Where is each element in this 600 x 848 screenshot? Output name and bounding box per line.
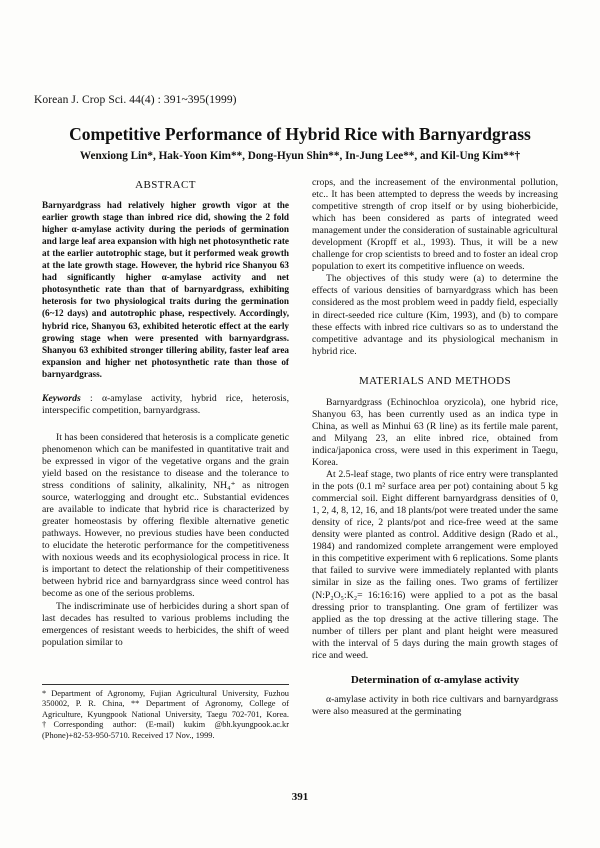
materials-paragraph: Barnyardgrass (Echinochloa oryzicola), one hybrid rice, Shanyou 63, has been currently used as an indica type in China, as well as Minhui 63 (R line) as its fertile male parent, and Milyang 23, an elite inbred rice, obtained from indica/japonica cross, were used in this experiment in Taegu, Korea. <box>312 396 558 468</box>
abstract-text: Barnyardgrass had relatively higher growth vigor at the earlier growth stage than inbred rice did, showing the 2 fold higher α-amylase activity during the periods of germination and large leaf area expansion with high net photosynthetic rate at the earlier autotrophic stage, but it performed weak growth at the late growth stage. However, the hybrid rice Shanyou 63 had significantly higher α-amylase activity and net photosynthetic rate than that of barnyardgrass, exhibiting heterosis for two physiological traits during the germination (6~12 days) and autotrophic phase, respectively. Accordingly, hybrid rice, Shanyou 63, exhibited heterotic effect at the early growing stage when were presented with barnyardgrass. Shanyou 63 exhibited stronger tillering ability, faster leaf area expansion and higher net photosynthetic rate than those of barnyardgrass. <box>42 200 289 379</box>
author-list: Wenxiong Lin*, Hak-Yoon Kim**, Dong-Hyun Shin**, In-Jung Lee**, and Kil-Ung Kim**† <box>79 150 521 162</box>
procedure-paragraph: At 2.5-leaf stage, two plants of rice entry were transplanted in the pots (0.1 m² surface area per pot) containing about 5 kg commercial soil. Eight different barnyardgrass densities of 0, 1, 2, 4, 8, 12, 16, and 18 plants/pot were treated under the same density of rice, 2 plants/pot and rice-free weed at the same density were planted as control. Additive design (Rado et al., 1984) and randomized complete arrangement were employed in this competitive experiment with 6 replications. Some plants that failed to survive were immediately replanted with plants similar in size as the failing ones. Two grams of fertilizer (N:P₂O₅:K₂= 16:16:16) were applied to a pot as the basal dressing prior to transplanting. One gram of fertilizer was applied as the top dressing at the active tillering stage. The number of tillers per plant and plant height were measured with the interval of 5 days during the main growth stages of rice and weed. <box>312 469 558 661</box>
methods-heading: MATERIALS AND METHODS <box>358 374 512 387</box>
keywords-label: Keywords <box>42 392 81 404</box>
left-column <box>42 177 289 649</box>
journal-citation: Korean J. Crop Sci. 44(4) : 391~395(1999) <box>34 94 237 106</box>
right-column <box>312 177 558 718</box>
objectives-paragraph: The objectives of this study were (a) to determine the effects of various densities of barnyardgrass which has been considered as the most problem weed in paddy field, especially in direct-seeded rice culture (Kim, 1993), and (b) to compare these effects with inbred rice cultivars so as to understand the competitive advantage and its physiological mechanism in hybrid rice. <box>312 273 558 357</box>
right-paragraph-1: crops, and the increasement of the environmental pollution, etc.. It has been attempted to depress the weeds by increasing competitive strength of crop itself or by using bioherbicide, which has been considered as parts of integrated weed management under the consideration of sustainable agricultural development (Kropff et al., 1993). Thus, it will be a new challenge for crop scientists to breed and to foster an ideal crop population to exert its competitive influence on weeds. <box>312 177 558 273</box>
intro-paragraph-2: The indiscriminate use of herbicides during a short span of last decades has resulted to various problems including the emergences of resistant weeds to herbicides, the shift of weed population similar to <box>42 600 289 648</box>
page-number: 391 <box>291 791 309 803</box>
amylase-subheading: Determination of α-amylase activity <box>350 673 520 686</box>
abstract-heading: ABSTRACT <box>135 179 196 191</box>
keywords <box>42 393 289 417</box>
footnote: * Department of Agronomy, Fujian Agricultural University, Fuzhou 350002, P. R. China, ** Department of Agronomy, College of Agriculture, Kyungpook National University, Taegu 702-701, Korea. †Corresponding author: (E-mail) kukim @bh.kyungpook.ac.kr (Phone)+82-53-950-5710. Received 17 Nov., 1999. <box>42 684 289 741</box>
intro-paragraph-1: It has been considered that heterosis is a complicate genetic phenomenon which can be manifested in quantitative trait and be expressed in vigor of the vegetative organs and the grain yield based on the resistance to disease and the tolerance to stress conditions of salinity, alkalinity, NH₄⁺ as nitrogen source, waterlogging and drought etc.. Substantial evidences are available to indicate that hybrid rice is characterized by greater homeostasis by offering flexible alternative genetic pathways. However, no previous studies have been conducted to elucidate the heterotic performance for the competitiveness with noxious weeds and its ecophysiological process in rice. It is important to detect the relationship of their competitiveness between hybrid rice and barnyardgrass since weed control has become as one of the serious problems. <box>42 431 289 600</box>
keywords-text: : α-amylase activity, hybrid rice, heterosis, interspecific competition, barnyardgrass. <box>42 392 289 416</box>
paper-title: Competitive Performance of Hybrid Rice with Barnyardgrass <box>69 124 531 144</box>
amylase-paragraph: α-amylase activity in both rice cultivars and barnyardgrass were also measured at the germinating <box>312 693 558 717</box>
